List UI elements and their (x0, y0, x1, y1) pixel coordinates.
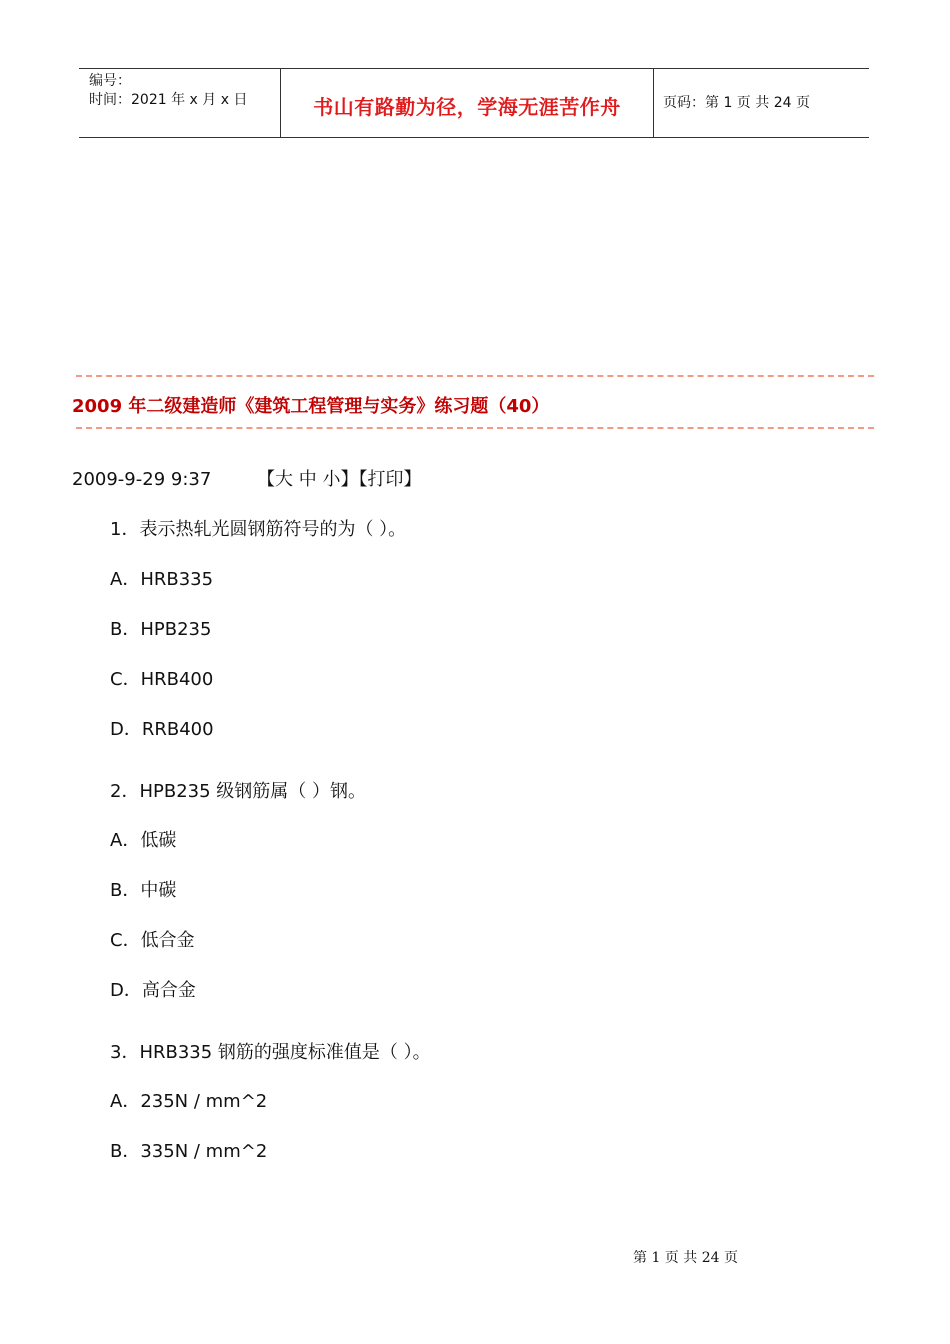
answer-option: B．335N / mm^2 (110, 1141, 268, 1162)
answer-option: C．低合金 (110, 930, 195, 951)
answer-option: A．235N / mm^2 (110, 1091, 268, 1112)
article-datetime: 2009-9-29 9:37 (72, 469, 212, 490)
title-divider-top (76, 375, 874, 377)
answer-option: D．高合金 (110, 980, 196, 1001)
answer-option: B．中碳 (110, 880, 177, 901)
time-label: 时间：2021 年 x 月 x 日 (89, 92, 248, 108)
font-size-options[interactable]: 【大 中 小】 (257, 469, 359, 490)
question-stem: 1．表示热轧光圆钢筋符号的为（ ）。 (110, 519, 407, 540)
question-stem: 2．HPB235 级钢筋属（ ）钢。 (110, 781, 366, 802)
article-title: 2009 年二级建造师《建筑工程管理与实务》练习题（40） (72, 396, 550, 417)
motto-text: 书山有路勤为径，学海无涯苦作舟 (313, 95, 621, 119)
print-link[interactable]: 【打印】 (358, 469, 422, 490)
header-meta-cell (79, 69, 281, 137)
document-header (79, 68, 869, 138)
header-page-cell (654, 69, 869, 137)
header-motto-cell (281, 69, 654, 137)
question-stem: 3．HRB335 钢筋的强度标准值是（ ）。 (110, 1042, 431, 1063)
answer-option: A．低碳 (110, 830, 177, 851)
article-meta (72, 465, 422, 491)
page-footer: 第 1 页 共 24 页 (633, 1250, 738, 1266)
serial-label: 编号： (89, 73, 131, 89)
answer-option: D．RRB400 (110, 719, 214, 740)
answer-option: C．HRB400 (110, 669, 214, 690)
answer-option: A．HRB335 (110, 569, 214, 590)
answer-option: B．HPB235 (110, 619, 212, 640)
page-info: 页码：第 1 页 共 24 页 (663, 95, 810, 111)
title-divider-bottom (76, 427, 874, 429)
